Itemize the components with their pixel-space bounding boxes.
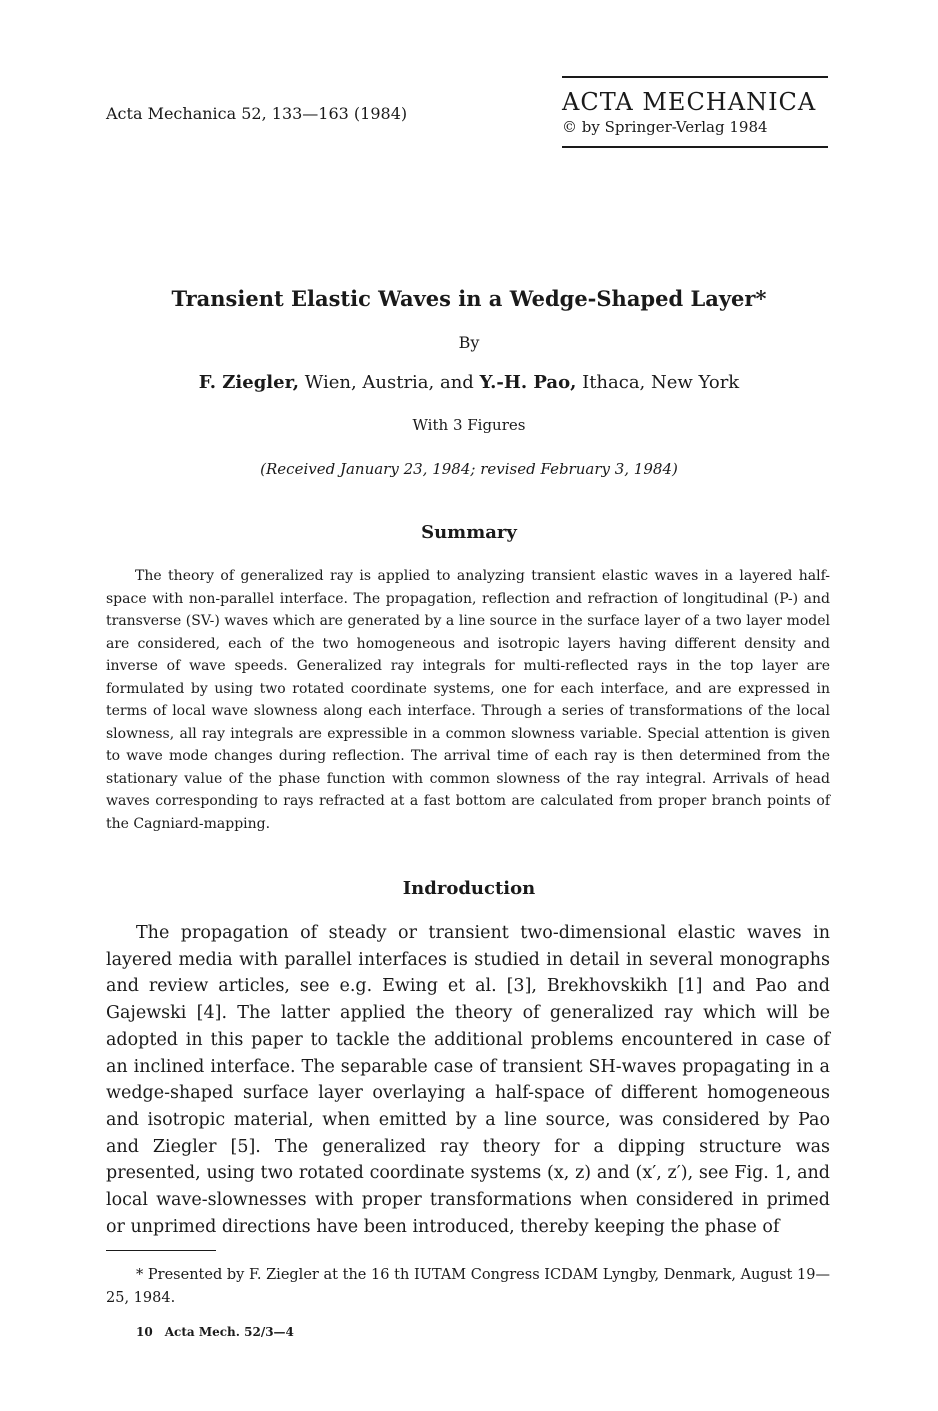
author-affiliation: Ithaca, New York [576, 372, 740, 393]
journal-citation: Acta Mechanica 52, 133—163 (1984) [106, 104, 408, 123]
footnote: * Presented by F. Ziegler at the 16 th IUTAM Congress ICDAM Lyngby, Denmark, August 19—25, 1984. [106, 1267, 830, 1306]
introduction-heading: Indroduction [402, 878, 536, 899]
masthead-bottom-rule [562, 146, 828, 148]
byline-by: By [458, 333, 480, 352]
author-name: F. Ziegler, [198, 372, 300, 393]
article-title: Transient Elastic Waves in a Wedge-Shaped Layer* [171, 286, 767, 311]
introduction-paragraph: The propagation of steady or transient two-dimensional elastic waves in layered media with parallel interfaces is studied in detail in several monographs and review articles, see e.g. Ewing et al. [3], Brekhovskikh [1] and Pao and Gajewski [4]. The latter applied the theory of generalized ray which will be adopted in this paper to tackle the additional problems encountered in case of an inclined interface. The separable case of transient SH-waves propagating in a wedge-shaped surface layer overlaying a half-space of different homogeneous and isotropic material, when emitted by a line source, was considered by Pao and Ziegler [5]. The generalized ray theory for a dipping structure was presented, using two rotated coordinate systems (x, z) and (x′, z′), see Fig. 1, and local wave-slownesses with proper transformations when considered in primed or unprimed directions have been introduced, thereby keeping the phase of [106, 923, 830, 1237]
figures-note: With 3 Figures [412, 416, 526, 434]
received-dates: (Received January 23, 1984; revised February 3, 1984) [260, 460, 678, 478]
author-affiliation: Wien, Austria, and [299, 372, 480, 393]
summary-heading: Summary [421, 522, 517, 543]
page-signature-label: Acta Mech. 52/3—4 [164, 1325, 294, 1339]
author-name: Y.-H. Pao, [479, 372, 577, 393]
journal-masthead [562, 76, 828, 148]
page-signature-number: 10 [136, 1325, 153, 1339]
footnote-rule [106, 1250, 216, 1251]
author-line [0, 372, 938, 393]
page-footer [136, 1325, 294, 1339]
masthead-top-rule [562, 76, 828, 78]
journal-name: ACTA MECHANICA [562, 88, 817, 116]
summary-paragraph: The theory of generalized ray is applied to analyzing transient elastic waves in a layered half-space with non-parallel interface. The propagation, reflection and refraction of longitudinal (P-) and transverse (SV-) waves which are generated by a line source in the surface layer of a two layer model are considered, each of the two homogeneous and isotropic layers having different density and inverse of wave speeds. Generalized ray integrals for multi-reflected rays in the top layer are formulated by using two rotated coordinate systems, one for each interface, and are expressed in terms of local wave slowness along each interface. Through a series of transformations of the local slowness, all ray integrals are expressible in a common slowness variable. Special attention is given to wave mode changes during reflection. The arrival time of each ray is then determined from the stationary value of the phase function with common slowness of the ray integral. Arrivals of head waves corresponding to rays refracted at a fast bottom are calculated from proper branch points of the Cagniard-mapping. [106, 568, 830, 832]
copyright-notice: © by Springer-Verlag 1984 [562, 118, 768, 136]
